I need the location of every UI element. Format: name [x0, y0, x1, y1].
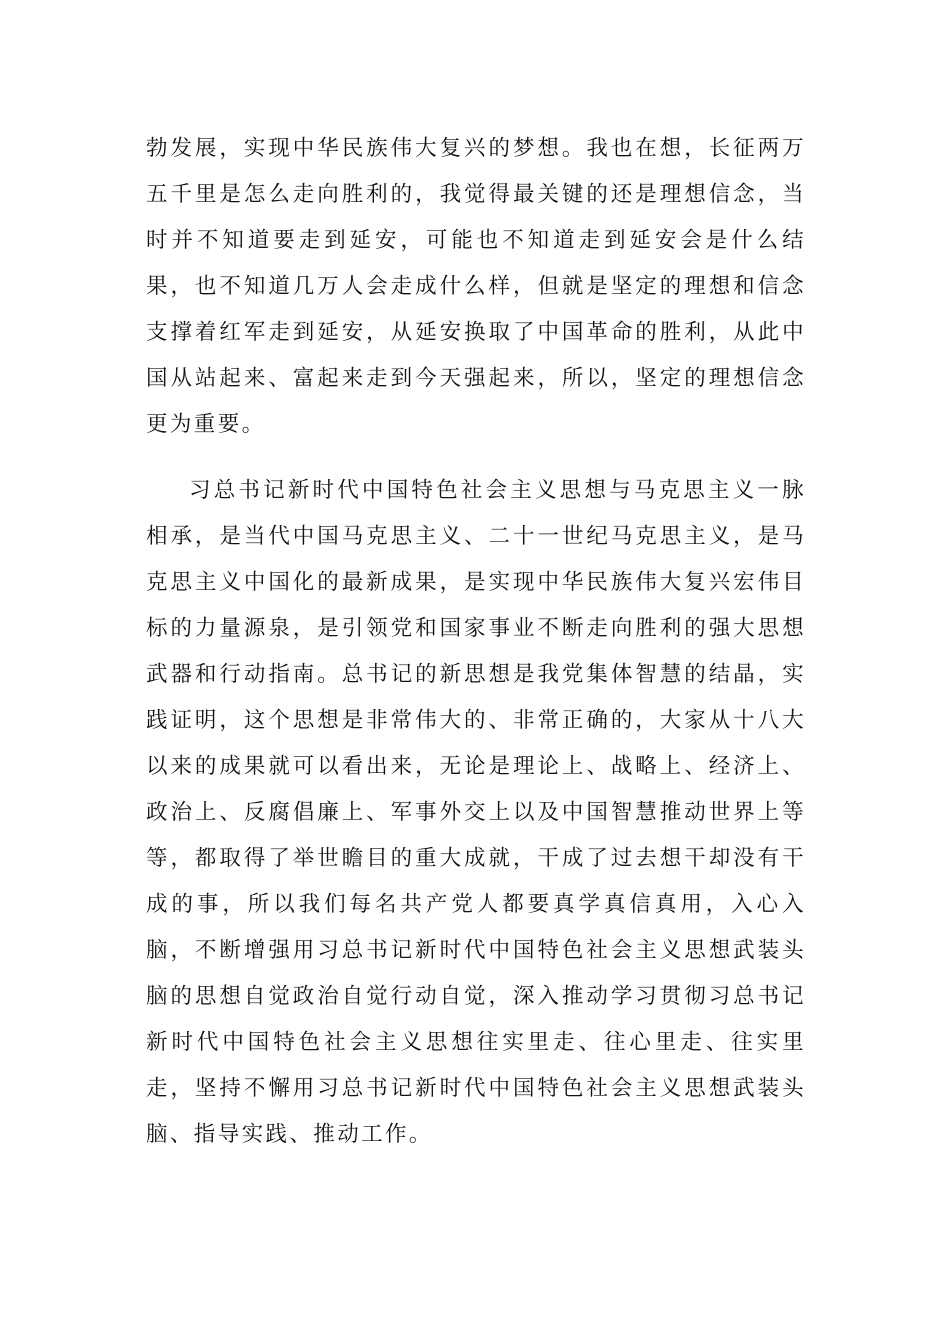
paragraph-main: 习总书记新时代中国特色社会主义思想与马克思主义一脉相承，是当代中国马克思主义、二十一世纪马克思主义，是马克思主义中国化的最新成果，是实现中华民族伟大复兴宏伟目标的力量源泉，是引领党和国家事业不断走向胜利的强大思想武器和行动指南。总书记的新思想是我党集体智慧的结晶，实践证明，这个思想是非常伟大的、非常正确的，大家从十八大以来的成果就可以看出来，无论是理论上、战略上、经济上、政治上、反腐倡廉上、军事外交上以及中国智慧推动世界上等等，都取得了举世瞻目的重大成就，干成了过去想干却没有干成的事，所以我们每名共产党人都要真学真信真用，入心入脑，不断增强用习总书记新时代中国特色社会主义思想武装头脑的思想自觉政治自觉行动自觉，深入推动学习贯彻习总书记新时代中国特色社会主义思想往实里走、往心里走、往实里走，坚持不懈用习总书记新时代中国特色社会主义思想武装头脑、指导实践、推动工作。	[146, 478, 806, 1147]
document-body	[146, 126, 806, 1158]
paragraph-continuation: 勃发展，实现中华民族伟大复兴的梦想。我也在想，长征两万五千里是怎么走向胜利的，我觉得最关键的还是理想信念，当时并不知道要走到延安，可能也不知道走到延安会是什么结果，也不知道几万人会走成什么样，但就是坚定的理想和信念支撑着红军走到延安，从延安换取了中国革命的胜利，从此中国从站起来、富起来走到今天强起来，所以，坚定的理想信念更为重要。	[146, 136, 806, 437]
